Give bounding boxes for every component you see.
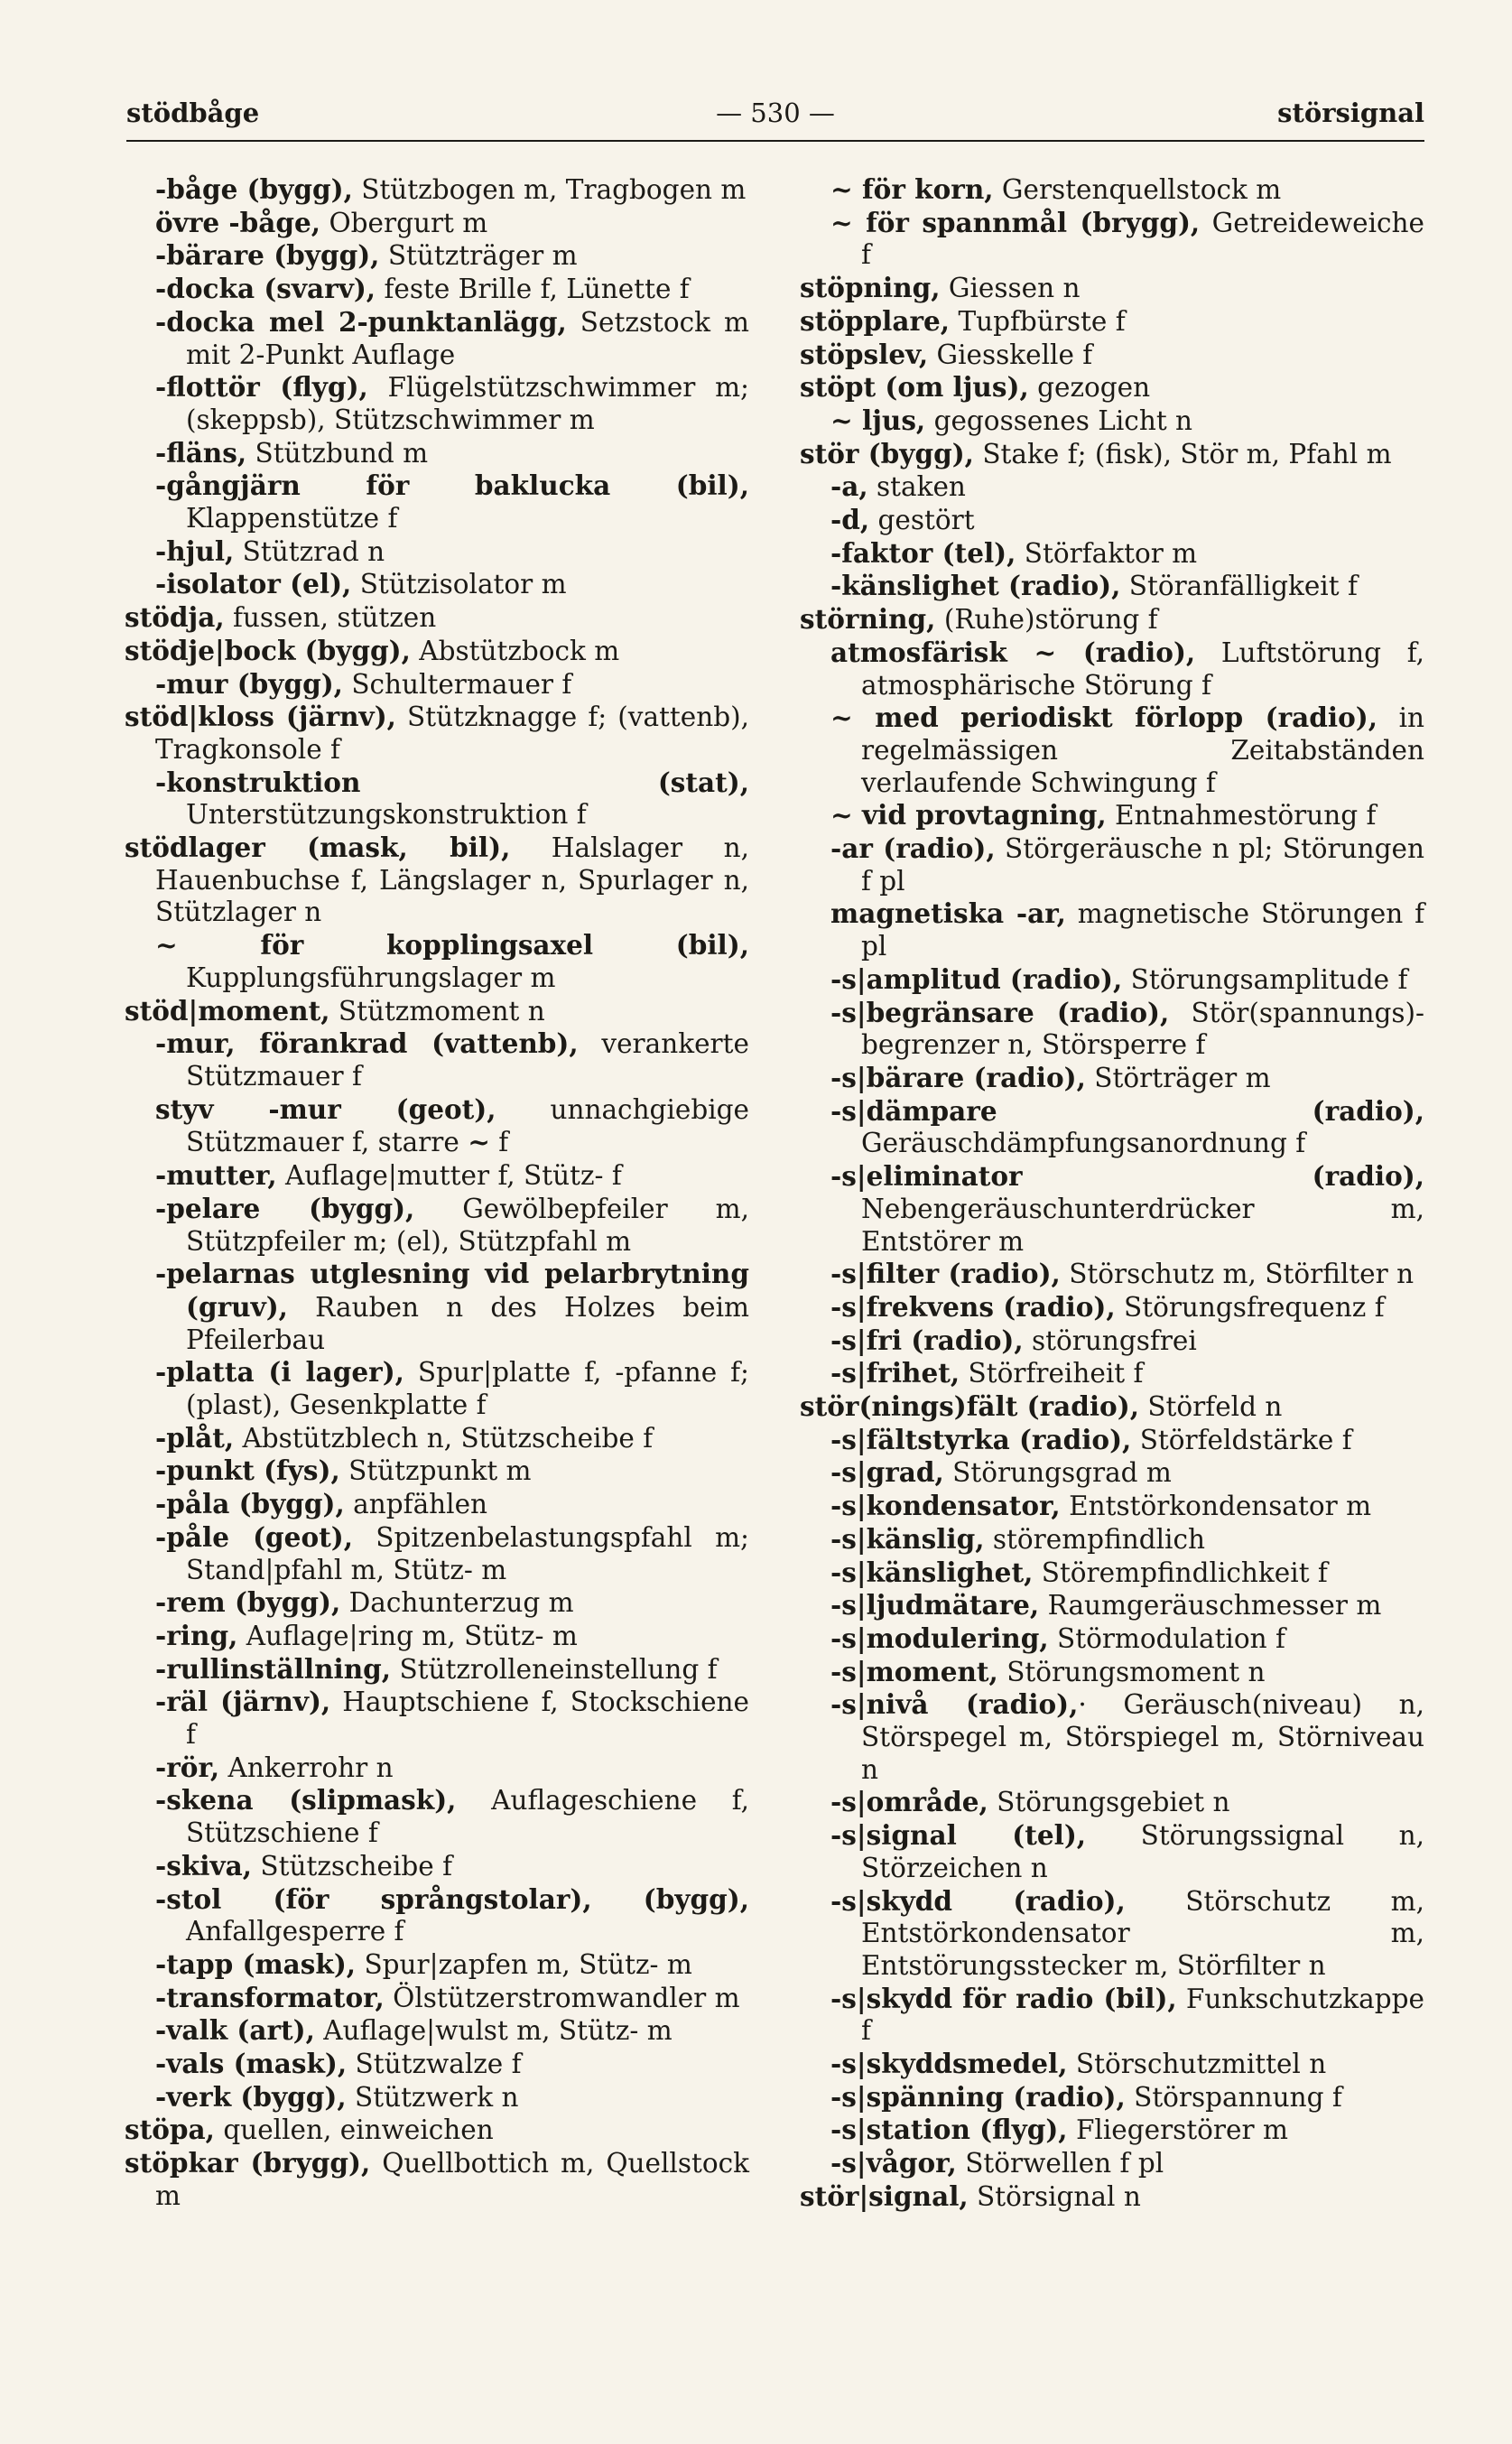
- page-number: — 530 —: [716, 98, 835, 128]
- headword-repeat-tilde: ~: [155, 929, 178, 962]
- entry-translation: Störfeldstärke f: [1131, 1424, 1352, 1455]
- left-column: [125, 173, 749, 2213]
- dictionary-subentry: [125, 173, 749, 207]
- headword-repeat-tilde: ~: [830, 702, 853, 734]
- entry-headword: stöd|kloss (järnv),: [125, 701, 396, 733]
- dictionary-entry: [800, 371, 1424, 404]
- dictionary-subentry: [125, 535, 749, 569]
- entry-headword: -valk (art),: [155, 2014, 315, 2047]
- dictionary-subentry: [125, 1356, 749, 1421]
- dictionary-subentry: [125, 1193, 749, 1258]
- entry-translation: f: [489, 1127, 509, 1158]
- entry-headword: -flottör (flyg),: [155, 371, 368, 404]
- dictionary-subentry: [800, 173, 1424, 207]
- entry-headword: -s|fältstyrka (radio),: [830, 1423, 1132, 1455]
- entry-translation: Stützwalze f: [347, 2049, 522, 2080]
- entry-headword: -båge (bygg),: [155, 173, 353, 205]
- entry-translation: Stützbogen m, Tragbogen m: [352, 174, 747, 205]
- entry-translation: Störschutzmittel n: [1067, 2049, 1327, 2080]
- dictionary-subentry: [125, 1586, 749, 1620]
- entry-headword: -s|filter (radio),: [830, 1258, 1061, 1290]
- entry-headword: -skiva,: [155, 1849, 253, 1882]
- entry-translation: störungsfrei: [1023, 1324, 1197, 1356]
- entry-translation: Spitzenbelastungspfahl m; Stand|pfahl m, Stütz- m: [186, 1521, 749, 1585]
- dictionary-subentry: [800, 963, 1424, 997]
- headword-repeat-tilde: ~: [830, 799, 853, 832]
- dictionary-subentry: [125, 767, 749, 832]
- dictionary-subentry: [800, 1456, 1424, 1490]
- entry-translation: Störungsfrequenz f: [1115, 1291, 1385, 1323]
- dictionary-subentry: [800, 1589, 1424, 1622]
- entry-headword: stöpslev,: [800, 338, 929, 370]
- entry-headword: stödlager (mask, bil),: [125, 832, 511, 864]
- entry-translation: Quellbottich m, Quellstock m: [155, 2148, 749, 2211]
- entry-translation: fussen, stützen: [224, 602, 437, 634]
- entry-headword: stör(nings)fält (radio),: [800, 1390, 1139, 1423]
- dictionary-entry: [125, 701, 749, 766]
- headword-repeat-tilde: ~: [1034, 636, 1057, 668]
- entry-headword: stör|signal,: [800, 2179, 969, 2212]
- dictionary-subentry: [800, 1095, 1424, 1160]
- dictionary-subentry: [125, 1093, 749, 1159]
- entry-headword: -s|begränsare (radio),: [830, 996, 1170, 1028]
- entry-translation: Auflage|ring m, Stütz- m: [237, 1620, 578, 1651]
- entry-headword: -s|nivå (radio),: [830, 1688, 1079, 1721]
- entry-headword: stöpa,: [125, 2114, 215, 2146]
- right-column: [800, 173, 1424, 2214]
- entry-translation: Stützwerk n: [346, 2081, 519, 2113]
- entry-headword: ljus,: [852, 404, 926, 436]
- entry-headword: -tapp (mask),: [155, 1947, 357, 1980]
- entry-headword: -s|amplitud (radio),: [830, 962, 1123, 995]
- entry-headword: -räl (järnv),: [155, 1686, 331, 1718]
- entry-headword: för korn,: [852, 173, 994, 205]
- entry-translation: Störungsgebiet n: [988, 1787, 1230, 1818]
- dictionary-subentry: [125, 1620, 749, 1653]
- entry-translation: Flügelstützschwimmer m; (skeppsb), Stützschwimmer m: [186, 372, 749, 435]
- entry-translation: Setzstock m mit 2-Punkt Auflage: [186, 306, 749, 370]
- entry-translation: Auflage|mutter f, Stütz- f: [276, 1160, 622, 1192]
- entry-translation: gegossenes Licht n: [925, 404, 1193, 436]
- dictionary-subentry: [800, 799, 1424, 832]
- entry-translation: Fliegerstörer m: [1067, 2114, 1288, 2146]
- entry-headword: -skena (slipmask),: [155, 1784, 457, 1817]
- entry-headword: -s|frihet,: [830, 1357, 960, 1389]
- dictionary-subentry: [800, 1490, 1424, 1523]
- entry-translation: Störungsamplitude f: [1122, 963, 1408, 995]
- entry-headword: -påle (geot),: [155, 1520, 353, 1553]
- entry-translation: Spur|zapfen m, Stütz- m: [356, 1948, 692, 1980]
- entry-headword: -fläns,: [155, 436, 247, 469]
- entry-headword: -bärare (bygg),: [155, 239, 380, 272]
- dictionary-subentry: [125, 1159, 749, 1193]
- dictionary-subentry: [125, 2014, 749, 2048]
- dictionary-subentry: [125, 1422, 749, 1455]
- dictionary-subentry: [800, 207, 1424, 272]
- dictionary-entry: [125, 2114, 749, 2147]
- entry-headword: -docka (svarv),: [155, 273, 376, 305]
- entry-headword: -ring,: [155, 1619, 238, 1651]
- dictionary-subentry: [800, 1523, 1424, 1557]
- dictionary-subentry: [800, 470, 1424, 504]
- entry-headword: stödja,: [125, 601, 225, 634]
- entry-headword: -s|ljudmätare,: [830, 1589, 1040, 1622]
- entry-headword: -s|fri (radio),: [830, 1324, 1024, 1356]
- dictionary-subentry: [125, 1982, 749, 2015]
- entry-headword: för kopplingsaxel (bil),: [177, 929, 749, 962]
- entry-headword: atmosfärisk: [830, 636, 1034, 668]
- entry-headword: -d,: [830, 504, 870, 536]
- entry-translation: Störschutz m, Störfilter n: [1060, 1259, 1415, 1290]
- entry-headword: -s|modulering,: [830, 1622, 1049, 1654]
- entry-headword: övre -båge,: [155, 206, 321, 238]
- dictionary-subentry: [125, 469, 749, 534]
- dictionary-entry: [800, 272, 1424, 305]
- dictionary-subentry: [800, 570, 1424, 603]
- dictionary-subentry: [800, 1291, 1424, 1324]
- dictionary-subentry: [800, 504, 1424, 537]
- dictionary-entry: [800, 603, 1424, 637]
- entry-translation: Auflage|wulst m, Stütz- m: [314, 2015, 673, 2047]
- dictionary-subentry: [800, 897, 1424, 962]
- entry-translation: Störfreiheit f: [960, 1358, 1144, 1389]
- entry-headword: -docka mel 2-punktanlägg,: [155, 305, 567, 338]
- entry-headword: -s|eliminator (radio),: [830, 1160, 1424, 1193]
- entry-headword: -s|känslig,: [830, 1522, 985, 1555]
- dictionary-entry: [800, 438, 1424, 471]
- dictionary-subentry: [125, 1883, 749, 1948]
- entry-translation: Unterstützungskonstruktion f: [186, 799, 587, 831]
- entry-headword: -s|moment,: [830, 1655, 998, 1687]
- dictionary-subentry: [125, 1653, 749, 1687]
- entry-headword: -s|grad,: [830, 1456, 944, 1489]
- entry-translation: Dachunterzug m: [340, 1587, 574, 1619]
- entry-translation: gestört: [869, 505, 975, 536]
- entry-translation: staken: [867, 471, 966, 503]
- entry-translation: Stützknagge f; (vattenb), Tragkonsole f: [155, 702, 750, 765]
- entry-translation: Störungsmoment n: [997, 1656, 1266, 1687]
- entry-translation: Stake f; (fisk), Stör m, Pfahl m: [973, 438, 1392, 469]
- entry-translation: Störsignal n: [968, 2180, 1141, 2212]
- entry-headword: -rullinställning,: [155, 1652, 392, 1685]
- dictionary-subentry: [125, 1488, 749, 1521]
- entry-headword: -s|skydd för radio (bil),: [830, 1982, 1177, 2014]
- dictionary-entry: [125, 601, 749, 635]
- entry-headword: -s|signal (tel),: [830, 1819, 1087, 1852]
- running-header: [126, 93, 1424, 133]
- dictionary-subentry: [125, 929, 749, 994]
- entry-translation: Entstörkondensator m: [1060, 1491, 1372, 1522]
- dictionary-subentry: [800, 1424, 1424, 1457]
- entry-headword: magnetiska -ar,: [830, 897, 1066, 930]
- header-rule: [126, 140, 1424, 142]
- dictionary-subentry: [800, 2147, 1424, 2180]
- entry-translation: Störgeräusche n pl; Störungen f pl: [861, 833, 1425, 897]
- entry-translation: Giessen n: [940, 273, 1081, 304]
- dictionary-subentry: [125, 1686, 749, 1751]
- entry-translation: (Ruhe)störung f: [935, 604, 1158, 636]
- dictionary-subentry: [800, 2048, 1424, 2081]
- entry-headword: -känslighet (radio),: [830, 570, 1121, 602]
- entry-headword: stöpkar (brygg),: [125, 2147, 371, 2179]
- headword-repeat-tilde: ~: [830, 173, 853, 205]
- entry-headword: -ar (radio),: [830, 832, 996, 865]
- entry-headword: -platta (i lager),: [155, 1356, 404, 1389]
- dictionary-subentry: [800, 832, 1424, 897]
- entry-headword: -isolator (el),: [155, 568, 352, 600]
- entry-translation: Stützbund m: [246, 437, 429, 469]
- dictionary-subentry: [800, 1983, 1424, 2048]
- entry-headword: -s|spänning (radio),: [830, 2080, 1126, 2113]
- entry-translation: Obergurt m: [320, 207, 488, 238]
- entry-translation: Störungsgrad m: [943, 1457, 1172, 1489]
- entry-headword: stör (bygg),: [800, 437, 974, 469]
- entry-translation: Ölstützerstromwandler m: [384, 1982, 740, 2013]
- dictionary-entry: [800, 1390, 1424, 1424]
- entry-translation: Störfaktor m: [1016, 537, 1198, 569]
- entry-translation: Schultermauer f: [342, 668, 572, 700]
- entry-translation: in regelmässigen Zeitabständen verlaufende Schwingung f: [861, 702, 1425, 798]
- dictionary-entry: [125, 832, 749, 929]
- headword-repeat-tilde: ~: [830, 206, 853, 238]
- headword-repeat-tilde: ~: [468, 1126, 490, 1158]
- dictionary-subentry: [125, 371, 749, 436]
- entry-headword: -faktor (tel),: [830, 536, 1016, 569]
- entry-translation: Störmodulation f: [1048, 1622, 1285, 1654]
- entry-translation: Nebengeräuschunterdrücker m, Entstörer m: [861, 1193, 1424, 1257]
- entry-translation: Gewölbepfeiler m, Stützpfeiler m; (el), Stützpfahl m: [186, 1193, 749, 1257]
- entry-headword: -mur (bygg),: [155, 667, 343, 700]
- entry-translation: magnetische Störungen f pl: [861, 898, 1424, 962]
- dictionary-subentry: [800, 1885, 1424, 1983]
- entry-translation: Störanfälligkeit f: [1120, 571, 1358, 602]
- entry-translation: Abstützbock m: [410, 635, 620, 666]
- dictionary-subentry: [800, 1062, 1424, 1095]
- dictionary-subentry: [125, 1752, 749, 1785]
- entry-translation: Stör(spannungs)-begrenzer n, Störsperre f: [861, 997, 1424, 1061]
- entry-translation: Halslager n, Hauenbuchse f, Längslager n, Spurlager n, Stützlager n: [155, 832, 749, 928]
- entry-headword: stöpt (om ljus),: [800, 371, 1029, 404]
- entry-translation: Anfallgesperre f: [186, 1916, 404, 1947]
- dictionary-entry: [125, 635, 749, 668]
- entry-headword: -a,: [830, 470, 868, 503]
- dictionary-subentry: [125, 1948, 749, 1982]
- dictionary-entry: [125, 995, 749, 1028]
- left-guide-word: stödbåge: [126, 98, 260, 128]
- entry-translation: Giesskelle f: [928, 339, 1093, 370]
- dictionary-subentry: [125, 1521, 749, 1586]
- dictionary-entry: [800, 2180, 1424, 2214]
- entry-headword: -vals (mask),: [155, 2048, 348, 2080]
- dictionary-subentry: [125, 1850, 749, 1883]
- dictionary-subentry: [800, 2081, 1424, 2114]
- dictionary-subentry: [125, 2081, 749, 2114]
- entry-translation: Störspannung f: [1125, 2081, 1342, 2113]
- entry-translation: Kupplungsführungslager m: [186, 962, 556, 993]
- dictionary-subentry: [125, 207, 749, 240]
- entry-translation: gezogen: [1028, 372, 1151, 404]
- entry-headword: -s|område,: [830, 1786, 988, 1818]
- dictionary-subentry: [125, 1454, 749, 1488]
- dictionary-subentry: [800, 1819, 1424, 1884]
- dictionary-entry: [125, 2147, 749, 2212]
- entry-translation: Stützmoment n: [329, 995, 545, 1027]
- entry-translation: Rauben n des Holzes beim Pfeilerbau: [186, 1291, 749, 1355]
- entry-translation: Störwellen f pl: [956, 2148, 1164, 2179]
- entry-headword: -s|frekvens (radio),: [830, 1290, 1116, 1323]
- dictionary-subentry: [800, 1258, 1424, 1291]
- entry-headword: stöpning,: [800, 272, 941, 304]
- entry-translation: Geräuschdämpfungsanordnung f: [861, 1128, 1306, 1159]
- entry-headword: med periodiskt förlopp (radio),: [852, 702, 1377, 734]
- entry-headword: (radio),: [1056, 636, 1196, 668]
- entry-translation: Stützrad n: [234, 535, 385, 567]
- entry-headword: för spannmål (brygg),: [852, 206, 1201, 238]
- entry-translation: Stützpunkt m: [339, 1455, 532, 1487]
- entry-headword: -gångjärn för baklucka (bil),: [155, 469, 749, 502]
- entry-headword: -påla (bygg),: [155, 1488, 345, 1520]
- dictionary-subentry: [125, 668, 749, 702]
- dictionary-subentry: [800, 1557, 1424, 1590]
- entry-headword: -pelare (bygg),: [155, 1192, 415, 1224]
- entry-translation: Ankerrohr n: [219, 1752, 394, 1783]
- entry-translation: Stützisolator m: [351, 569, 567, 600]
- entry-headword: styv -mur (geot),: [155, 1092, 496, 1125]
- dictionary-subentry: [800, 637, 1424, 702]
- entry-translation: Auflageschiene f, Stützschiene f: [186, 1785, 750, 1849]
- entry-translation: Störträger m: [1085, 1062, 1271, 1093]
- entry-headword: -rem (bygg),: [155, 1586, 341, 1619]
- dictionary-subentry: [125, 568, 749, 601]
- entry-translation: Funkschutzkappe f: [861, 1983, 1425, 2047]
- dictionary-subentry: [125, 1027, 749, 1092]
- entry-translation: störempfindlich: [984, 1523, 1206, 1555]
- entry-translation: Gerstenquellstock m: [993, 174, 1282, 205]
- entry-translation: Abstützblech n, Stützscheibe f: [234, 1422, 654, 1454]
- entry-headword: -s|vågor,: [830, 2147, 957, 2179]
- entry-translation: Luftstörung f, atmosphärische Störung f: [861, 637, 1424, 701]
- dictionary-subentry: [125, 239, 749, 273]
- dictionary-entry: [800, 305, 1424, 339]
- dictionary-subentry: [125, 1258, 749, 1356]
- entry-translation: Störungssignal n, Störzeichen n: [861, 1820, 1424, 1883]
- entry-translation: Stützträger m: [379, 240, 578, 272]
- entry-translation: Spur|platte f, -pfanne f; (plast), Gesenkplatte f: [186, 1357, 749, 1421]
- entry-headword: -transformator,: [155, 1981, 385, 2013]
- entry-translation: Störempfindlichkeit f: [1033, 1557, 1328, 1588]
- dictionary-subentry: [800, 404, 1424, 438]
- entry-headword: -s|skydd (radio),: [830, 1884, 1126, 1917]
- entry-translation: anpfählen: [344, 1489, 488, 1520]
- entry-headword: -s|skyddsmedel,: [830, 2048, 1068, 2080]
- dictionary-subentry: [800, 537, 1424, 571]
- entry-headword: -mutter,: [155, 1159, 277, 1192]
- entry-translation: Störschutz m, Entstörkondensator m, Entstörungsstecker m, Störfilter n: [861, 1885, 1424, 1981]
- entry-translation: Stützrolleneinstellung f: [391, 1653, 718, 1685]
- entry-translation: Raumgeräuschmesser m: [1039, 1590, 1382, 1622]
- headword-repeat-tilde: ~: [830, 404, 853, 436]
- entry-headword: -hjul,: [155, 534, 235, 567]
- entry-translation: Klappenstütze f: [186, 503, 398, 534]
- entry-headword: -plåt,: [155, 1421, 235, 1454]
- entry-translation: quellen, einweichen: [214, 2114, 494, 2146]
- dictionary-subentry: [800, 1324, 1424, 1358]
- dictionary-subentry: [125, 1784, 749, 1849]
- entry-headword: stödje|bock (bygg),: [125, 634, 411, 666]
- entry-translation: feste Brille f, Lünette f: [376, 274, 690, 305]
- dictionary-subentry: [125, 306, 749, 371]
- entry-translation: Entnahmestörung f: [1106, 800, 1377, 832]
- dictionary-subentry: [800, 1622, 1424, 1656]
- entry-translation: Störfeld n: [1138, 1391, 1283, 1423]
- entry-translation: unnachgiebige Stützmauer f, starre: [186, 1093, 749, 1158]
- dictionary-subentry: [800, 1160, 1424, 1258]
- entry-headword: -stol (för språngstolar), (bygg),: [155, 1882, 749, 1915]
- dictionary-subentry: [800, 1656, 1424, 1689]
- right-guide-word: störsignal: [1277, 98, 1424, 128]
- entry-headword: -s|bärare (radio),: [830, 1061, 1086, 1093]
- dictionary-subentry: [800, 2114, 1424, 2147]
- entry-translation: Getreideweiche f: [861, 207, 1424, 271]
- dictionary-entry: [800, 339, 1424, 372]
- dictionary-subentry: [125, 2048, 749, 2081]
- entry-translation: Stützscheibe f: [252, 1850, 453, 1882]
- dictionary-subentry: [800, 997, 1424, 1062]
- entry-headword: vid provtagning,: [852, 799, 1107, 832]
- entry-translation: · Geräusch(niveau) n, Störspegel m, Störspiegel m, Störniveau n: [861, 1689, 1425, 1785]
- entry-translation: verankerte Stützmauer f: [186, 1028, 749, 1092]
- entry-headword: -s|dämpare (radio),: [830, 1094, 1424, 1127]
- entry-headword: -punkt (fys),: [155, 1454, 340, 1487]
- entry-headword: -mur, förankrad (vattenb),: [155, 1027, 579, 1060]
- entry-headword: -verk (bygg),: [155, 2080, 347, 2113]
- entry-headword: stöpplare,: [800, 304, 951, 337]
- dictionary-subentry: [800, 1688, 1424, 1786]
- entry-translation: Hauptschiene f, Stockschiene f: [186, 1687, 750, 1751]
- dictionary-subentry: [125, 437, 749, 470]
- entry-headword: -konstruktion (stat),: [155, 766, 749, 798]
- dictionary-subentry: [125, 273, 749, 306]
- entry-headword: -s|känslighet,: [830, 1556, 1034, 1588]
- entry-headword: -pelarnas utglesning vid pelarbrytning (gruv),: [155, 1258, 749, 1323]
- entry-headword: -rör,: [155, 1751, 220, 1783]
- entry-headword: -s|kondensator,: [830, 1490, 1061, 1522]
- dictionary-subentry: [800, 1786, 1424, 1819]
- dictionary-subentry: [800, 702, 1424, 799]
- entry-translation: Tupfbürste f: [950, 305, 1126, 337]
- entry-headword: -s|station (flyg),: [830, 2114, 1068, 2146]
- entry-headword: störning,: [800, 603, 936, 636]
- dictionary-subentry: [800, 1357, 1424, 1390]
- entry-headword: stöd|moment,: [125, 994, 330, 1027]
